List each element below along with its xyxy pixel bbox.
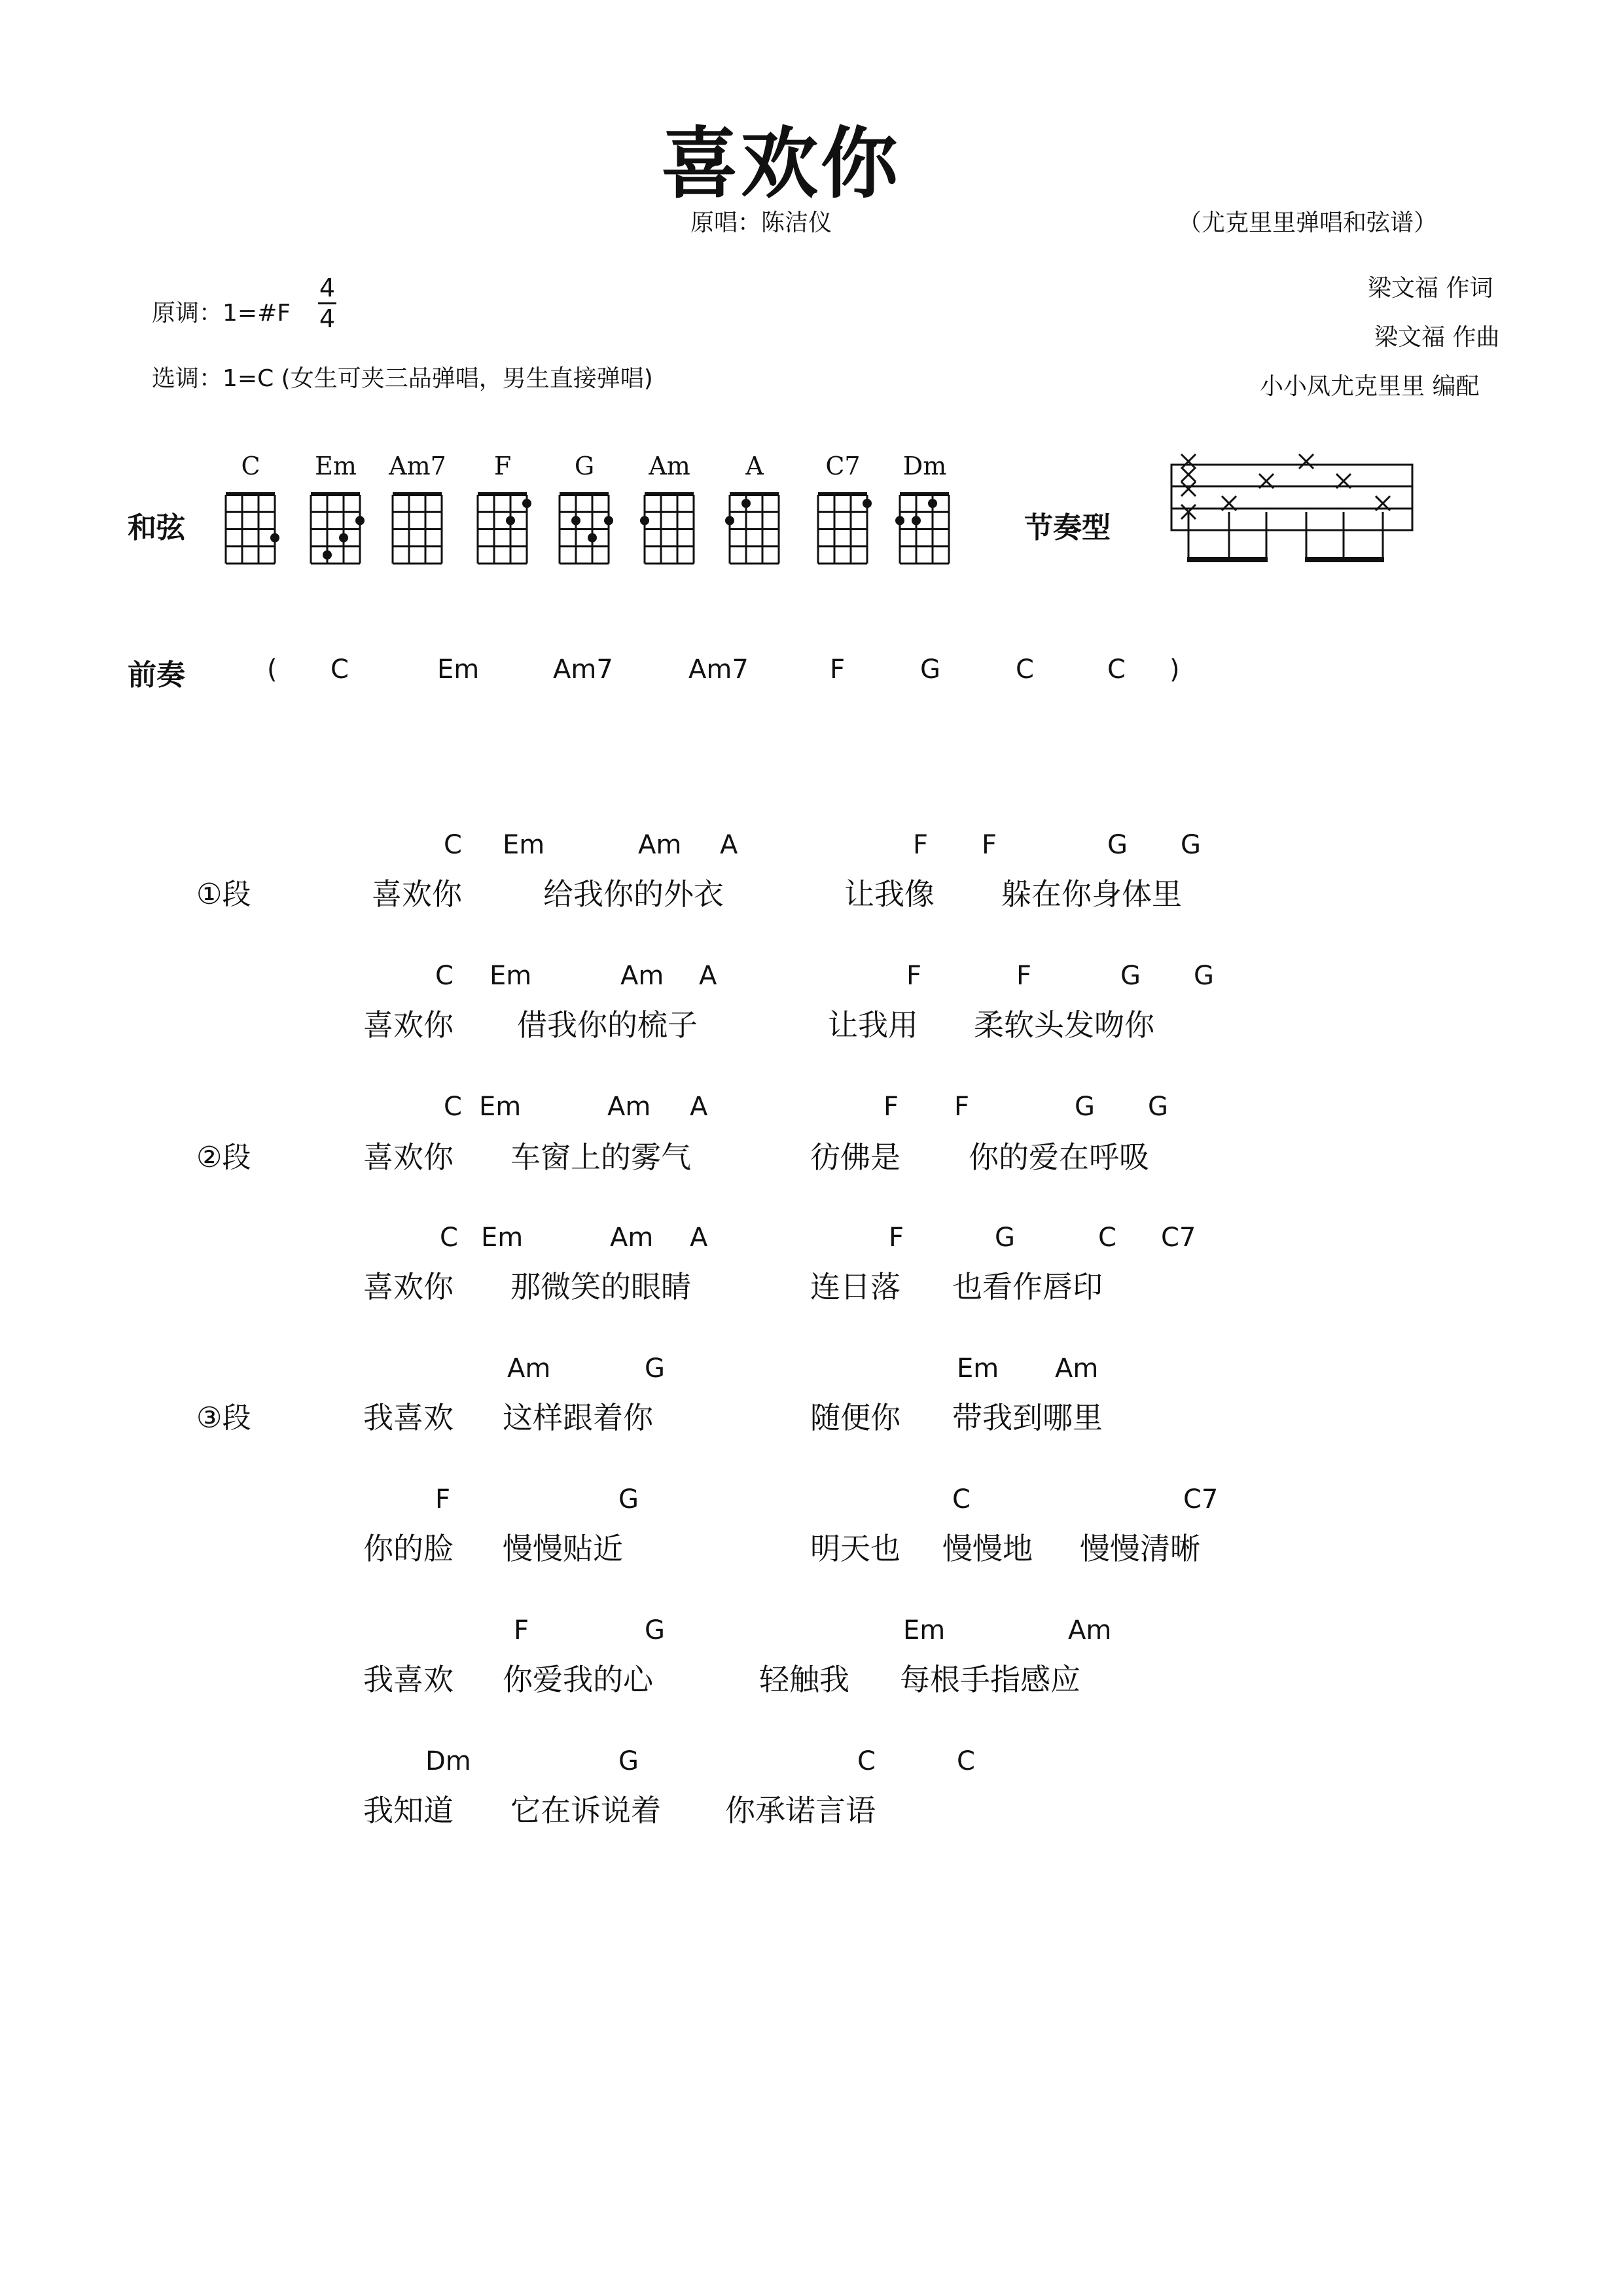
- chord-symbol: G: [645, 1615, 665, 1645]
- lyric-phrase: 你的爱在呼吸: [969, 1139, 1149, 1175]
- lyric-phrase: 喜欢你: [363, 1007, 454, 1043]
- chord-symbol: F: [883, 1092, 899, 1122]
- chord-symbol: A: [690, 1223, 708, 1253]
- chord-symbol: C: [1098, 1223, 1116, 1253]
- lyric-phrase: 它在诉说着: [510, 1793, 661, 1828]
- chord-nut: [730, 492, 779, 496]
- lyric-phrase: 我喜欢: [363, 1400, 454, 1435]
- lyric-phrase: 慢慢贴近: [503, 1531, 623, 1566]
- lyric-phrase: 这样跟着你: [503, 1400, 653, 1435]
- chord-nut: [226, 492, 275, 496]
- chord-nut: [560, 492, 609, 496]
- chord-symbol: Am: [607, 1092, 651, 1122]
- chord-symbol: A: [690, 1092, 708, 1122]
- chord-finger-dot: [355, 516, 365, 525]
- chord-symbol: C: [952, 1484, 971, 1515]
- chord-diagram-grid: [306, 490, 373, 571]
- lyric-phrase: 随便你: [810, 1400, 901, 1435]
- chord-symbol: A: [720, 830, 738, 860]
- time-signature: [314, 275, 340, 332]
- chord-symbol: C: [857, 1746, 876, 1776]
- lyric-phrase: 你的脸: [363, 1531, 454, 1566]
- chord-finger-dot: [928, 499, 937, 508]
- lyric-phrase: 连日落: [810, 1269, 901, 1304]
- source-note: （尤克里里弹唱和弦谱）: [1178, 209, 1438, 236]
- chord-symbol: C: [444, 1092, 462, 1122]
- intro-chord: C: [330, 655, 349, 685]
- chord-diagram-name: C: [241, 452, 260, 480]
- chord-symbol: C7: [1161, 1223, 1196, 1253]
- chord-symbol: G: [1181, 830, 1201, 860]
- chord-symbol: G: [1148, 1092, 1168, 1122]
- time-signature-bottom: 4: [319, 304, 336, 333]
- chord-symbol: F: [913, 830, 929, 860]
- segment-3-label: ③段: [196, 1401, 251, 1435]
- chord-diagram-name: C7: [825, 452, 861, 480]
- chord-symbol: C: [957, 1746, 975, 1776]
- chord-symbol: G: [645, 1354, 665, 1384]
- credit-lyricist: 梁文福 作词: [1368, 275, 1493, 302]
- chord-finger-dot: [640, 516, 649, 525]
- chord-nut: [393, 492, 442, 496]
- chord-symbol: F: [954, 1092, 970, 1122]
- chord-nut: [311, 492, 360, 496]
- chord-finger-dot: [522, 499, 531, 508]
- intro-chord: F: [830, 655, 846, 685]
- lyric-phrase: 给我你的外衣: [543, 876, 724, 912]
- lyric-phrase: 躲在你身体里: [1001, 876, 1182, 912]
- lyric-phrase: 喜欢你: [372, 876, 462, 912]
- lyric-phrase: 每根手指感应: [900, 1662, 1080, 1697]
- chord-symbol: Dm: [425, 1746, 471, 1776]
- chord-symbol: Em: [503, 830, 545, 860]
- chord-diagram-grid: [473, 490, 540, 571]
- chord-symbol: Em: [479, 1092, 522, 1122]
- chord-nut: [900, 492, 949, 496]
- chord-symbol: F: [1016, 961, 1032, 991]
- chord-symbol: Am: [620, 961, 664, 991]
- lyric-phrase: 喜欢你: [363, 1139, 454, 1175]
- lyric-phrase: 慢慢地: [942, 1531, 1033, 1566]
- chord-finger-dot: [741, 499, 751, 508]
- chord-finger-dot: [725, 516, 734, 525]
- chord-symbol: F: [514, 1615, 529, 1645]
- chord-nut: [818, 492, 867, 496]
- lyric-phrase: 我喜欢: [363, 1662, 454, 1697]
- intro-label: 前奏: [128, 658, 185, 692]
- chord-symbol: Em: [481, 1223, 524, 1253]
- chord-symbol: G: [1120, 961, 1141, 991]
- lyric-phrase: 我知道: [363, 1793, 454, 1828]
- chord-symbol: Am: [1055, 1354, 1099, 1384]
- chord-symbol: Am: [507, 1354, 551, 1384]
- chord-finger-dot: [506, 516, 515, 525]
- chord-finger-dot: [588, 533, 597, 543]
- lyric-phrase: 你爱我的心: [503, 1662, 653, 1697]
- chord-finger-dot: [323, 550, 332, 560]
- chord-symbol: C7: [1183, 1484, 1219, 1515]
- chord-symbol: G: [1107, 830, 1128, 860]
- chosen-key: 选调：1=C (女生可夹三品弹唱，男生直接弹唱): [152, 365, 653, 392]
- chord-diagram-grid: [221, 490, 288, 571]
- lyric-phrase: 那微笑的眼睛: [510, 1269, 691, 1304]
- chords-label: 和弦: [128, 511, 185, 545]
- lyric-phrase: 借我你的梳子: [517, 1007, 698, 1043]
- chord-diagram-name: Em: [315, 452, 357, 480]
- rhythm-label: 节奏型: [1024, 511, 1111, 545]
- chord-symbol: Am: [638, 830, 682, 860]
- chord-symbol: G: [1075, 1092, 1095, 1122]
- chord-finger-dot: [863, 499, 872, 508]
- chord-diagram-grid: [639, 490, 707, 571]
- intro-chord: C: [1016, 655, 1034, 685]
- chord-diagram-name: Am: [649, 452, 690, 480]
- chord-symbol: C: [435, 961, 454, 991]
- chord-symbol: G: [618, 1746, 639, 1776]
- lyric-phrase: 柔软头发吻你: [974, 1007, 1154, 1043]
- credit-composer: 梁文福 作曲: [1374, 324, 1500, 351]
- chord-symbol: F: [906, 961, 922, 991]
- intro-chord: G: [920, 655, 940, 685]
- intro-chord: C: [1107, 655, 1126, 685]
- chord-symbol: G: [618, 1484, 639, 1515]
- intro-chord: Am7: [688, 655, 749, 685]
- chord-diagram-name: G: [574, 452, 595, 480]
- intro-chord: Em: [437, 655, 480, 685]
- lyric-phrase: 让我用: [828, 1007, 918, 1043]
- intro-chord: Am7: [553, 655, 613, 685]
- chord-symbol: F: [982, 830, 997, 860]
- chord-symbol: C: [440, 1223, 458, 1253]
- time-signature-top: 4: [319, 274, 336, 302]
- rhythm-pattern: [1165, 452, 1427, 569]
- lyric-phrase: 喜欢你: [363, 1269, 454, 1304]
- lyric-phrase: 明天也: [810, 1531, 901, 1566]
- chord-symbol: Am: [610, 1223, 654, 1253]
- chord-diagram-grid: [387, 490, 455, 571]
- chord-symbol: G: [1194, 961, 1214, 991]
- chord-diagram-grid: [554, 490, 622, 571]
- chord-symbol: Em: [903, 1615, 946, 1645]
- lyric-phrase: 车窗上的雾气: [510, 1139, 691, 1175]
- chord-symbol: F: [435, 1484, 451, 1515]
- lyric-phrase: 慢慢清晰: [1080, 1531, 1200, 1566]
- chord-nut: [645, 492, 694, 496]
- chord-finger-dot: [339, 533, 348, 543]
- chord-diagram-grid: [895, 490, 962, 571]
- chord-nut: [478, 492, 527, 496]
- chord-symbol: C: [444, 830, 462, 860]
- chord-finger-dot: [571, 516, 580, 525]
- segment-2-label: ②段: [196, 1141, 251, 1174]
- chord-finger-dot: [895, 516, 904, 525]
- chord-symbol: F: [889, 1223, 904, 1253]
- chord-symbol: A: [699, 961, 717, 991]
- lyric-phrase: 也看作唇印: [952, 1269, 1103, 1304]
- chord-diagram-name: Am7: [389, 452, 446, 480]
- lyric-phrase: 轻触我: [759, 1662, 849, 1697]
- chord-diagram-grid: [813, 490, 880, 571]
- chord-diagram-grid: [724, 490, 792, 571]
- chord-symbol: Em: [490, 961, 532, 991]
- lyric-phrase: 让我像: [844, 876, 935, 912]
- chord-finger-dot: [270, 533, 279, 543]
- intro-open-paren: (: [267, 655, 277, 685]
- original-key: 原调：1=#F: [152, 300, 291, 327]
- chord-diagram-name: F: [493, 452, 512, 480]
- credit-arranger: 小小凤尤克里里 编配: [1260, 373, 1480, 400]
- lyric-phrase: 你承诺言语: [725, 1793, 876, 1828]
- segment-1-label: ①段: [196, 878, 251, 911]
- chord-symbol: Em: [957, 1354, 999, 1384]
- chord-symbol: Am: [1068, 1615, 1112, 1645]
- chord-diagram-name: Dm: [902, 452, 947, 480]
- lyric-phrase: 带我到哪里: [952, 1400, 1103, 1435]
- song-title: 喜欢你: [661, 118, 901, 209]
- lyric-phrase: 彷佛是: [810, 1139, 901, 1175]
- chord-diagram-name: A: [745, 452, 764, 480]
- intro-close-paren: ): [1169, 655, 1180, 685]
- chord-finger-dot: [912, 516, 921, 525]
- original-singer: 原唱：陈洁仪: [690, 209, 832, 236]
- chord-symbol: G: [995, 1223, 1015, 1253]
- chord-finger-dot: [604, 516, 613, 525]
